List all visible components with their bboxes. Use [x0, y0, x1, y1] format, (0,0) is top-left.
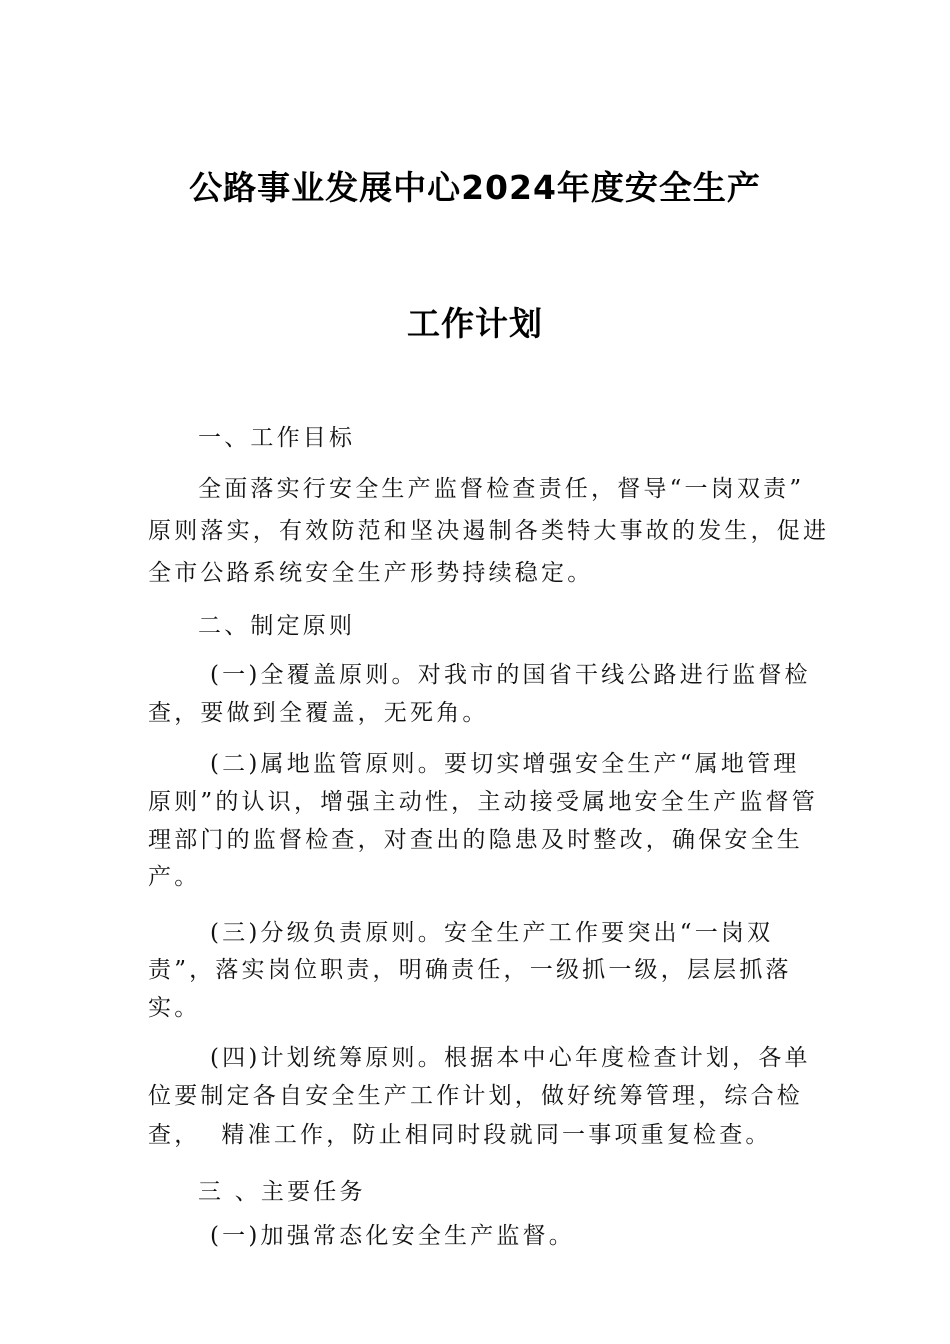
paragraph-line: (一)全覆盖原则。对我市的国省干线公路进行监督检: [210, 662, 811, 688]
section-heading-goals: 一、工作目标: [198, 425, 356, 451]
paragraph-line: 原则落实，有效防范和坚决遏制各类特大事故的发生，促进: [148, 518, 830, 544]
paragraph-line: 全市公路系统安全生产形势持续稳定。: [148, 560, 594, 586]
paragraph-line: 原则”的认识，增强主动性，主动接受属地安全生产监督管: [148, 789, 818, 815]
paragraph-line: 实。: [148, 995, 201, 1021]
paragraph-line: (四)计划统筹原则。根据本中心年度检查计划，各单: [210, 1045, 811, 1071]
paragraph-line: 位要制定各自安全生产工作计划，做好统筹管理，综合检: [148, 1083, 803, 1109]
paragraph-line: 责”，落实岗位职责，明确责任，一级抓一级，层层抓落: [148, 957, 792, 983]
section-heading-tasks: 三 、主要任务: [198, 1179, 366, 1205]
paragraph-line: (三)分级负责原则。安全生产工作要突出“一岗双: [210, 920, 774, 946]
paragraph-line: 产。: [148, 864, 201, 890]
paragraph-line: 查， 精准工作，防止相同时段就同一事项重复检查。: [148, 1122, 772, 1148]
paragraph-line: 理部门的监督检查，对查出的隐患及时整改，确保安全生: [148, 827, 803, 853]
paragraph-line: 查，要做到全覆盖，无死角。: [148, 700, 489, 726]
paragraph-line: (一)加强常态化安全生产监督。: [210, 1223, 575, 1249]
paragraph-line: 全面落实行安全生产监督检查责任，督导“一岗双责”: [198, 476, 805, 502]
paragraph-line: (二)属地监管原则。要切实增强安全生产“属地管理: [210, 751, 800, 777]
section-heading-principles: 二、制定原则: [198, 613, 356, 639]
document-title-line-2: 工作计划: [407, 304, 543, 343]
document-title-line-1: 公路事业发展中心2024年度安全生产: [189, 168, 761, 207]
